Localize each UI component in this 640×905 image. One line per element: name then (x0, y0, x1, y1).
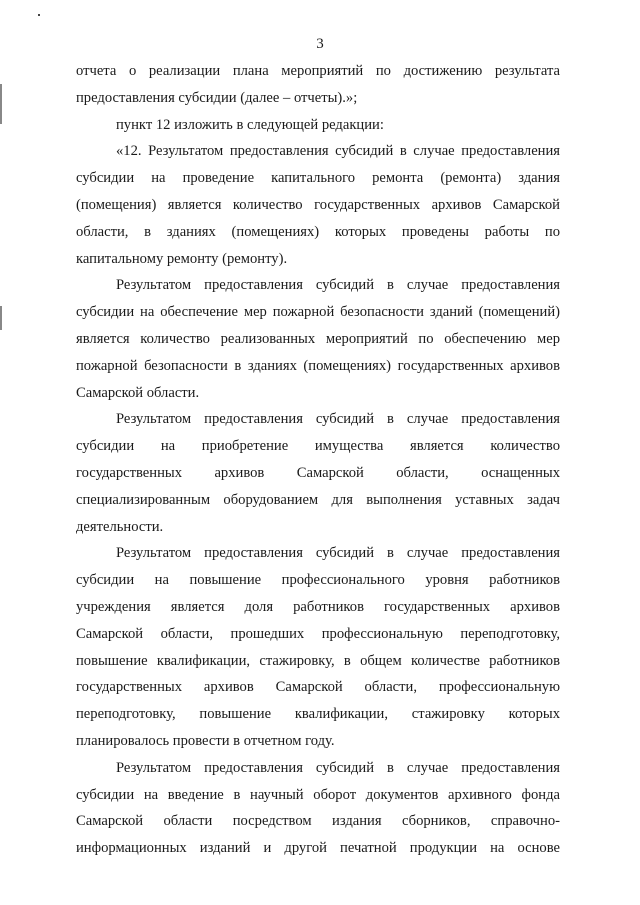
text-line: информационных изданий и другой печатной продукции на основе (76, 840, 560, 857)
text-line: повышение квалификации, стажировку, в общем количестве работников (76, 652, 560, 669)
text-line: предоставления субсидии (далее – отчеты).»; (76, 89, 358, 106)
text-line: Самарской области, прошедших профессиональную переподготовку, (76, 625, 560, 642)
text-line: Результатом предоставления субсидий в случае предоставления (116, 277, 560, 294)
text-line: «12. Результатом предоставления субсидий в случае предоставления (116, 143, 560, 160)
text-line: пожарной безопасности в зданиях (помещениях) государственных архивов (76, 357, 560, 374)
text-line: планировалось провести в отчетном году. (76, 732, 335, 749)
text-line: пункт 12 изложить в следующей редакции: (116, 116, 384, 133)
text-line: государственных архивов Самарской области, оснащенных (76, 464, 560, 481)
text-line: является количество реализованных мероприятий по обеспечению мер (76, 330, 560, 347)
text-line: субсидии на повышение профессионального уровня работников (76, 572, 560, 589)
text-line: субсидии на введение в научный оборот документов архивного фонда (76, 786, 560, 803)
text-line: субсидии на приобретение имущества является количество (76, 438, 560, 455)
text-line: области, в зданиях (помещениях) которых проведены работы по (76, 223, 560, 240)
text-line: государственных архивов Самарской области, профессиональную (76, 679, 560, 696)
text-line: Результатом предоставления субсидий в случае предоставления (116, 759, 560, 776)
text-line: деятельности. (76, 518, 164, 535)
text-line: учреждения является доля работников государственных архивов (76, 598, 560, 615)
text-line: Результатом предоставления субсидий в случае предоставления (116, 545, 560, 562)
text-line: субсидии на обеспечение мер пожарной безопасности зданий (помещений) (76, 304, 560, 321)
text-line: (помещения) является количество государственных архивов Самарской (76, 196, 560, 213)
text-line: специализированным оборудованием для выполнения уставных задач (76, 491, 560, 508)
page-number: 3 (316, 36, 324, 52)
text-line: Самарской области посредством издания сборников, справочно- (76, 813, 560, 830)
body-text (76, 58, 560, 862)
scan-mark-left-edge-bottom (0, 306, 2, 330)
scan-mark-top-left (38, 14, 40, 16)
text-line: субсидии на проведение капитального ремонта (ремонта) здания (76, 170, 560, 187)
text-line: переподготовку, повышение квалификации, стажировку которых (76, 706, 560, 723)
text-line: капитальному ремонту (ремонту). (76, 250, 288, 267)
scan-mark-left-edge-top (0, 84, 2, 124)
text-line: Самарской области. (76, 384, 200, 401)
text-line: Результатом предоставления субсидий в случае предоставления (116, 411, 560, 428)
text-line: отчета о реализации плана мероприятий по достижению результата (76, 63, 560, 79)
